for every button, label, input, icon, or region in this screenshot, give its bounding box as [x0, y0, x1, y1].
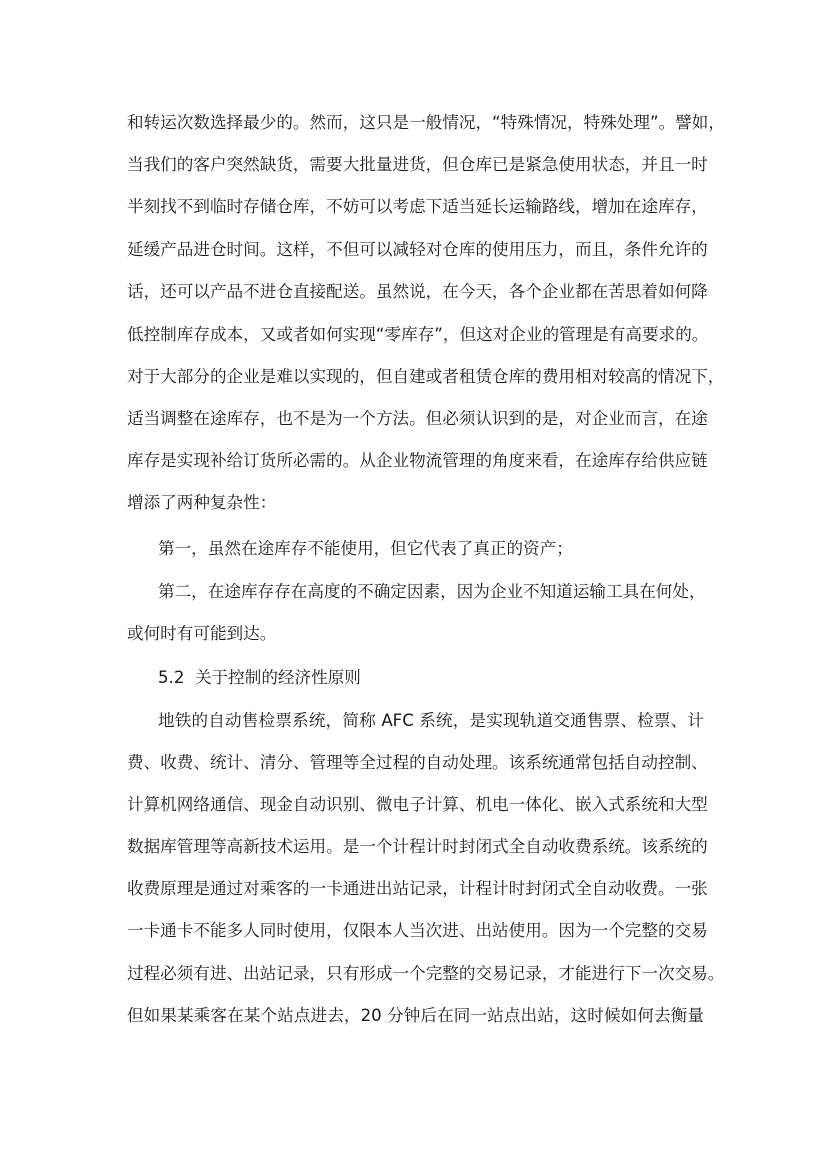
- paragraph-line: 话，还可以产品不进仓直接配送。虽然说，在今天，各个企业都在苦思着如何降: [127, 282, 708, 301]
- paragraph-line: 和转运次数选择最少的。然而，这只是一般情况，“特殊情况，特殊处理”。譬如，: [127, 113, 725, 132]
- paragraph-line: 一卡通卡不能多人同时使用，仅限本人当次进、出站使用。因为一个完整的交易: [127, 921, 708, 940]
- paragraph-line: 收费原理是通过对乘客的一卡通进出站记录，计程计时封闭式全自动收费。一张: [127, 879, 708, 898]
- list-item-first: 第一，虽然在途库存不能使用，但它代表了真正的资产；: [158, 539, 573, 558]
- paragraph-line: 适当调整在途库存，也不是为一个方法。但必须认识到的是，对企业而言，在途: [127, 409, 708, 428]
- paragraph-line: 半刻找不到临时存储仓库，不妨可以考虑下适当延长运输路线，增加在途库存，: [127, 197, 708, 216]
- paragraph-line: 延缓产品进仓时间。这样，不但可以减轻对仓库的使用压力，而且，条件允许的: [127, 240, 708, 259]
- paragraph-line: 过程必须有进、出站记录，只有形成一个完整的交易记录，才能进行下一次交易。: [127, 964, 725, 983]
- paragraph-line: 但如果某乘客在某个站点进去，20 分钟后在同一站点出站，这时候如何去衡量: [127, 1006, 704, 1025]
- list-item-second: 第二，在途库存存在高度的不确定因素，因为企业不知道运输工具在何处，: [158, 582, 706, 601]
- paragraph-line: 增添了两种复杂性：: [127, 493, 277, 512]
- section-heading: 5.2 关于控制的经济性原则: [158, 668, 361, 687]
- paragraph-line: 或何时有可能到达。: [127, 624, 277, 643]
- paragraph-line: 库存是实现补给订货所必需的。从企业物流管理的角度来看，在途库存给供应链: [127, 451, 708, 470]
- paragraph-line: 当我们的客户突然缺货，需要大批量进货，但仓库已是紧急使用状态，并且一时: [127, 155, 708, 174]
- paragraph-line: 地铁的自动售检票系统，简称 AFC 系统，是实现轨道交通售票、检票、计: [158, 711, 704, 730]
- paragraph-line: 费、收费、统计、清分、管理等全过程的自动处理。该系统通常包括自动控制、: [127, 753, 708, 772]
- paragraph-line: 低控制库存成本，又或者如何实现“零库存”，但这对企业的管理是有高要求的。: [127, 325, 709, 344]
- paragraph-line: 数据库管理等高新技术运用。是一个计程计时封闭式全自动收费系统。该系统的: [127, 837, 708, 856]
- paragraph-line: 计算机网络通信、现金自动识别、微电子计算、机电一体化、嵌入式系统和大型: [127, 795, 708, 814]
- paragraph-line: 对于大部分的企业是难以实现的，但自建或者租赁仓库的费用相对较高的情况下，: [127, 367, 725, 386]
